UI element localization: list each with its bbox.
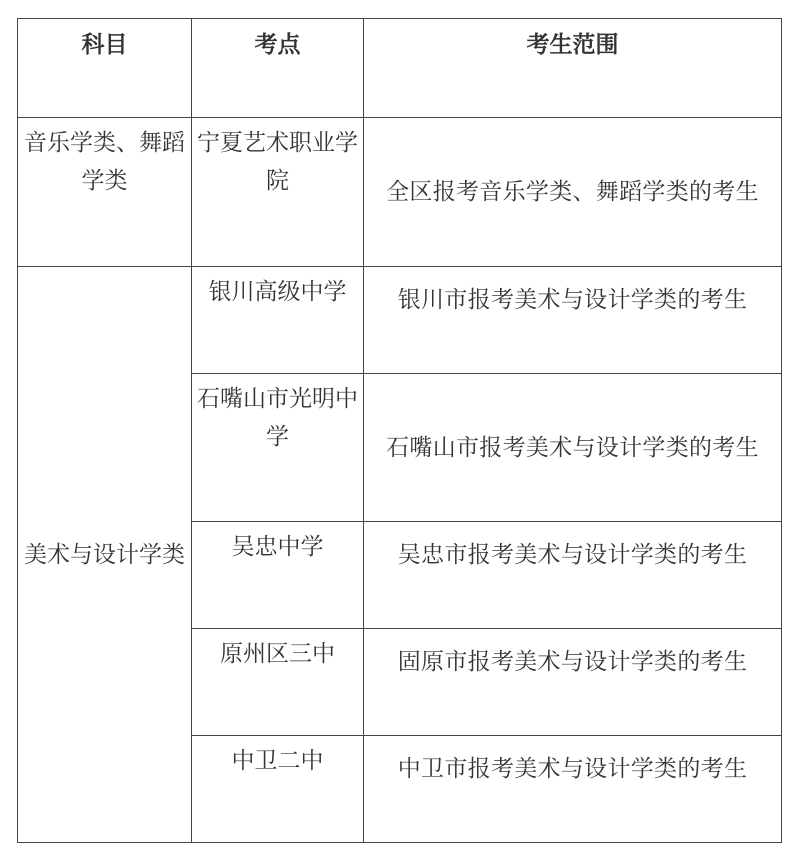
site-cell: 原州区三中 bbox=[192, 629, 364, 736]
scope-cell: 石嘴山市报考美术与设计学类的考生 bbox=[364, 374, 782, 522]
header-site: 考点 bbox=[192, 19, 364, 118]
scope-cell: 吴忠市报考美术与设计学类的考生 bbox=[364, 522, 782, 629]
site-cell: 银川高级中学 bbox=[192, 267, 364, 374]
header-scope: 考生范围 bbox=[364, 19, 782, 118]
table-row bbox=[18, 118, 782, 267]
subject-cell: 音乐学类、舞蹈学类 bbox=[18, 118, 192, 267]
exam-site-table bbox=[17, 18, 782, 843]
header-row bbox=[18, 19, 782, 118]
scope-cell: 全区报考音乐学类、舞蹈学类的考生 bbox=[364, 118, 782, 267]
header-subject: 科目 bbox=[18, 19, 192, 118]
scope-cell: 固原市报考美术与设计学类的考生 bbox=[364, 629, 782, 736]
subject-cell: 美术与设计学类 bbox=[18, 267, 192, 843]
site-cell: 中卫二中 bbox=[192, 736, 364, 843]
scope-cell: 中卫市报考美术与设计学类的考生 bbox=[364, 736, 782, 843]
table-row bbox=[18, 267, 782, 374]
site-cell: 吴忠中学 bbox=[192, 522, 364, 629]
site-cell: 石嘴山市光明中学 bbox=[192, 374, 364, 522]
site-cell: 宁夏艺术职业学院 bbox=[192, 118, 364, 267]
scope-cell: 银川市报考美术与设计学类的考生 bbox=[364, 267, 782, 374]
